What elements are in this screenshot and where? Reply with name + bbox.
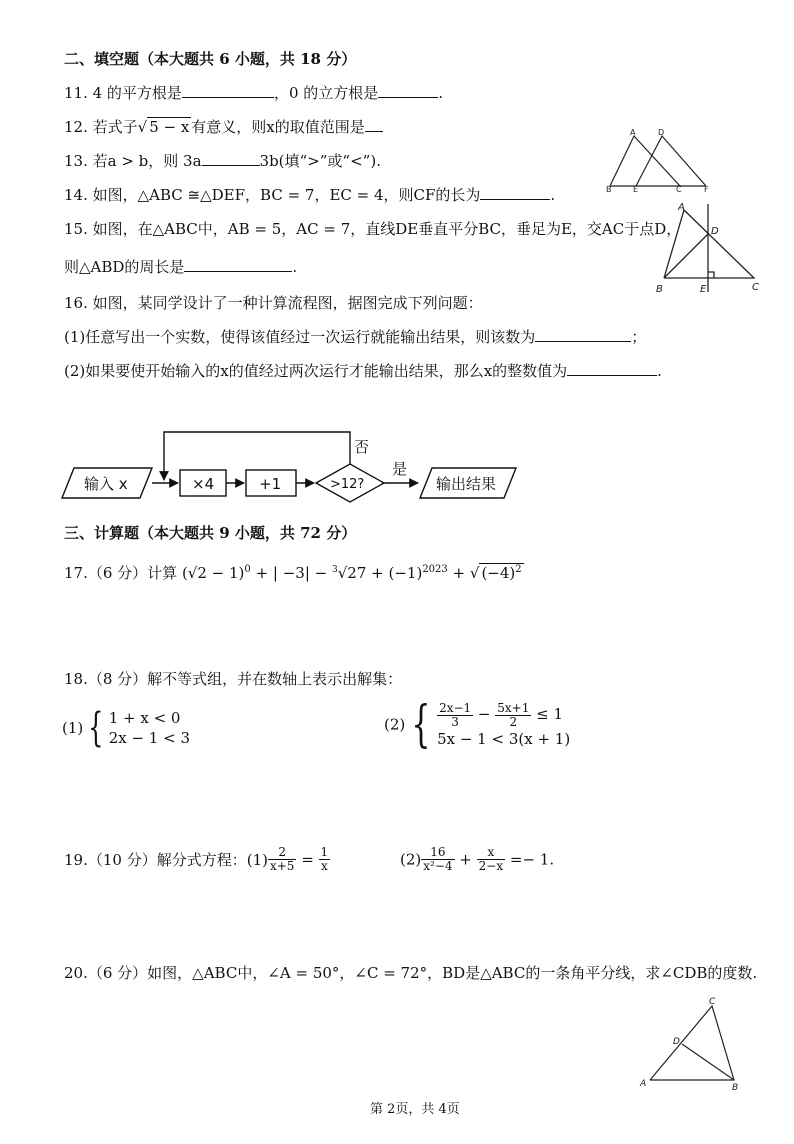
section-title-fill-in: 二、填空题（本大题共 6 小题，共 18 分） <box>64 50 357 68</box>
q14-text-a: 14. 如图，△ABC ≅△DEF，BC = 7，EC = 4，则CF的长为 <box>64 186 481 204</box>
q11-blank-2[interactable] <box>378 83 438 98</box>
q15-blank[interactable] <box>184 257 292 272</box>
label-c: C <box>752 282 759 293</box>
question-19-part2: (2) $\frac{16}{\text{x²−4}}$ + $\frac{x}{2-x}$ =− 1. <box>400 845 555 873</box>
q17-sup-2023: 2023 <box>422 564 448 575</box>
label-f: F <box>704 185 709 192</box>
q12-radicand: 5 − x <box>149 118 190 136</box>
q18-p1-line1: 1 + x < 0 <box>108 709 181 727</box>
q15-text-a: 则△ABD的周长是 <box>64 258 185 276</box>
bisector-bd <box>682 1044 734 1080</box>
triangle-abc <box>664 210 754 278</box>
q14-blank[interactable] <box>480 185 550 200</box>
question-15-line1: 15. 如图，在△ABC中，AB = 5，AC = 7，直线DE垂直平分BC，垂足为E，交AC于点D， <box>64 220 682 238</box>
right-angle-mark <box>708 272 714 278</box>
q11-text-c: . <box>438 84 444 102</box>
label-c: C <box>709 997 716 1007</box>
figure-q20-triangle <box>636 994 748 1092</box>
q18-p2-line2: 5x − 1 < 3(x + 1) <box>437 729 571 748</box>
figure-q14-triangles <box>600 128 720 192</box>
q12-blank[interactable] <box>365 117 383 132</box>
flow-no-label: 否 <box>354 438 370 456</box>
triangle-abc <box>610 136 680 186</box>
q18-frac-1: $\frac{2x-1}{3}$ <box>439 700 472 729</box>
flow-add-label: +1 <box>259 475 282 493</box>
q15-text-b: . <box>292 258 298 276</box>
label-a: A <box>630 128 636 137</box>
question-16-part1 <box>64 326 646 347</box>
triangle-def <box>636 136 706 186</box>
q13-text-a: 13. 若a > b，则 3a <box>64 152 202 170</box>
q16-p1-text: (1)任意写出一个实数，使得该值经过一次运行就能输出结果，则该数为 <box>64 328 536 346</box>
q19-frac-1: $\frac{2}{x+5}$ <box>269 845 295 873</box>
q17-expr-2: + | −3| − <box>250 564 332 582</box>
question-20: 20.（6 分）如图，△ABC中，∠A = 50°，∠C = 72°，BD是△ABC的一条角平分线，求∠CDB的度数. <box>64 964 758 982</box>
q17-expr-3: + (−1) <box>366 564 423 582</box>
q18-system-1 <box>62 705 191 751</box>
q17-sqrt-inner: (−4) <box>481 564 516 582</box>
q17-text: 17.（6 分）计算 <box>64 564 178 582</box>
question-11 <box>64 82 443 103</box>
q11-text-b: ，0 的立方根是 <box>273 84 379 102</box>
label-a: A <box>640 1079 647 1089</box>
question-19: 19.（10 分）解分式方程：(1) $\frac{2}{x+5}$ = $\frac{1}{x}$ <box>64 845 329 873</box>
flow-input-label: 输入 x <box>84 475 128 493</box>
question-18: 18.（8 分）解不等式组，并在数轴上表示出解集： <box>64 670 403 688</box>
label-d: D <box>673 1037 680 1047</box>
label-b: B <box>656 284 663 295</box>
question-17 <box>64 562 524 583</box>
q16-p2-end: . <box>657 362 662 380</box>
q18-p1-line2: 2x − 1 < 3 <box>108 729 191 747</box>
flowchart <box>60 424 520 508</box>
q16-p1-end: ； <box>631 328 647 346</box>
question-16-intro: 16. 如图，某同学设计了一种计算流程图，据图完成下列问题： <box>64 294 483 312</box>
q17-expr-1: (√2 − 1) <box>181 564 245 582</box>
q17-sup-0: 0 <box>244 564 251 575</box>
q11-text-a: 11. 4 的平方根是 <box>64 84 182 102</box>
question-16-part2 <box>64 360 662 381</box>
q18-brace-1: { <box>88 705 104 751</box>
question-12 <box>64 116 383 137</box>
q17-sup-2: 2 <box>515 564 522 575</box>
q12-text-a: 12. 若式子 <box>64 118 138 136</box>
question-15-line2 <box>64 256 297 277</box>
q16-p1-blank[interactable] <box>535 327 631 342</box>
q19-text: 19.（10 分）解分式方程：(1) <box>64 851 268 869</box>
label-b: B <box>606 185 612 192</box>
label-d: D <box>711 226 719 237</box>
label-c: C <box>676 185 682 192</box>
q13-text-b: 3b(填“>”或“<”). <box>259 152 381 170</box>
q18-system-2: (2) { $\frac{2x-1}{3}$ − $\frac{5x+1}{2}$ ≤ 1 5x − 1 < 3(x + 1) <box>384 695 571 754</box>
q16-p2-text: (2)如果要使开始输入的x的值经过两次运行才能输出结果，那么x的整数值为 <box>64 362 568 380</box>
q18-frac-2: $\frac{5x+1}{2}$ <box>497 700 530 729</box>
section-title-calculation: 三、计算题（本大题共 9 小题，共 72 分） <box>64 524 357 542</box>
label-a: A <box>678 202 685 213</box>
loop-arrow <box>164 432 350 480</box>
flow-multiply-label: ×4 <box>192 475 215 493</box>
label-d: D <box>658 128 665 137</box>
q19-frac-3: $\frac{16}{\text{x²−4}}$ <box>423 845 453 873</box>
figure-q15-triangle <box>652 198 764 296</box>
q14-text-b: . <box>550 186 556 204</box>
label-e: E <box>633 185 639 192</box>
q18-p1-label: (1) <box>62 719 84 737</box>
question-14 <box>64 184 555 205</box>
q17-expr-4: + <box>447 564 470 582</box>
q13-blank[interactable] <box>202 151 260 166</box>
sqrt-symbol: √ <box>137 118 148 136</box>
q19-p2-label: (2) <box>400 850 422 869</box>
flow-yes-label: 是 <box>392 460 408 478</box>
q16-p2-blank[interactable] <box>567 361 657 376</box>
label-e: E <box>700 284 707 295</box>
q17-cube-index: 3 <box>332 565 338 575</box>
q17-cube-root: √27 <box>337 564 367 582</box>
q18-p2-label: (2) <box>384 715 406 734</box>
q19-frac-4: $\frac{x}{2-x}$ <box>478 845 504 873</box>
page-footer: 第 2页，共 4页 <box>370 1102 460 1117</box>
label-b: B <box>732 1083 739 1092</box>
q18-brace-2: { <box>411 695 431 754</box>
q11-blank-1[interactable] <box>182 83 274 98</box>
q17-sqrt-symbol: √ <box>469 564 480 582</box>
question-13 <box>64 150 381 171</box>
triangle-abc <box>650 1006 734 1080</box>
q19-frac-2: $\frac{1}{x}$ <box>320 845 329 873</box>
q12-text-b: 有意义，则x的取值范围是 <box>191 118 365 136</box>
flow-condition-label: >12? <box>330 477 365 492</box>
flow-output-label: 输出结果 <box>436 475 497 493</box>
